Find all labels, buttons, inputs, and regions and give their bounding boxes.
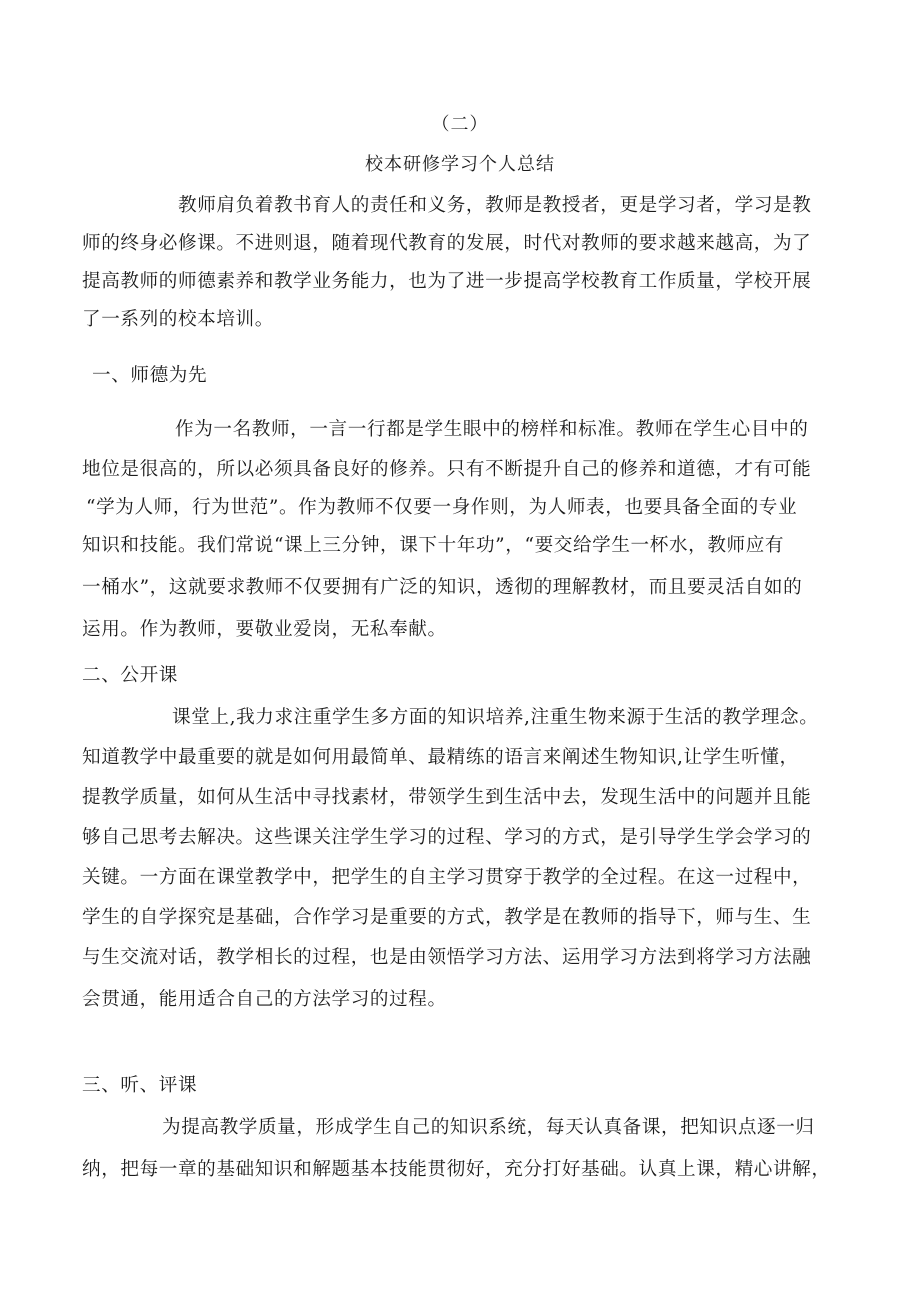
intro-line: 教师肩负着教书育人的责任和义务，教师是教授者，更是学习者，学习是教 (178, 195, 812, 216)
document-title: 校本研修学习个人总结 (365, 154, 555, 175)
section-1-line: 知识和技能。我们常说“课上三分钟，课下十年功”，“要交给学生一杯水，教师应有 (82, 535, 785, 556)
section-2-line: 会贯通，能用适合自己的方法学习的过程。 (82, 989, 447, 1010)
section-heading-2: 二、公开课 (82, 665, 178, 686)
section-heading-3: 三、听、评课 (82, 1075, 198, 1096)
document-subtitle: （二） (431, 114, 489, 135)
intro-line: 提高教师的师德素养和教学业务能力，也为了进一步提高学校教育工作质量，学校开展 (82, 271, 812, 292)
section-1-line: 运用。作为教师，要敬业爱岗，无私奉献。 (82, 619, 447, 640)
intro-line: 了一系列的校本培训。 (82, 309, 274, 330)
section-3-line: 纳，把每一章的基础知识和解题基本技能贯彻好，充分打好基础。认真上课，精心讲解， (82, 1159, 831, 1180)
section-2-line: 学生的自学探究是基础，合作学习是重要的方式，教学是在教师的指导下，师与生、生 (82, 907, 812, 928)
section-2-line: 课堂上,我力求注重学生多方面的知识培养,注重生物来源于生活的教学理念。 (172, 707, 819, 728)
section-heading-1: 一、师德为先 (92, 365, 208, 386)
section-1-line: 作为一名教师，一言一行都是学生眼中的榜样和标准。教师在学生心目中的 (175, 419, 809, 440)
section-2-line: 关键。一方面在课堂教学中，把学生的自主学习贯穿于教学的全过程。在这一过程中， (82, 867, 812, 888)
section-3-line: 为提高教学质量，形成学生自己的知识系统，每天认真备课，把知识点逐一归 (162, 1117, 815, 1138)
section-2-line: 与生交流对话，教学相长的过程，也是由领悟学习方法、运用学习方法到将学习方法融 (82, 947, 812, 968)
section-2-line: 知道教学中最重要的就是如何用最简单、最精练的语言来阐述生物知识,让学生听懂， (82, 747, 799, 768)
section-2-line: 够自己思考去解决。这些课关注学生学习的过程、学习的方式，是引导学生学会学习的 (82, 827, 812, 848)
section-1-line: “学为人师，行为世范”。作为教师不仅要一身作则，为人师表，也要具备全面的专业 (86, 497, 798, 518)
section-1-line: 地位是很高的，所以必须具备良好的修养。只有不断提升自己的修养和道德，才有可能 (82, 459, 812, 480)
section-1-line: 一桶水”，这就要求教师不仅要拥有广泛的知识，透彻的理解教材，而且要灵活自如的 (82, 577, 803, 598)
intro-line: 师的终身必修课。不进则退，随着现代教育的发展，时代对教师的要求越来越高，为了 (82, 233, 812, 254)
section-2-line: 提教学质量，如何从生活中寻找素材，带领学生到生活中去，发现生活中的问题并且能 (82, 787, 812, 808)
